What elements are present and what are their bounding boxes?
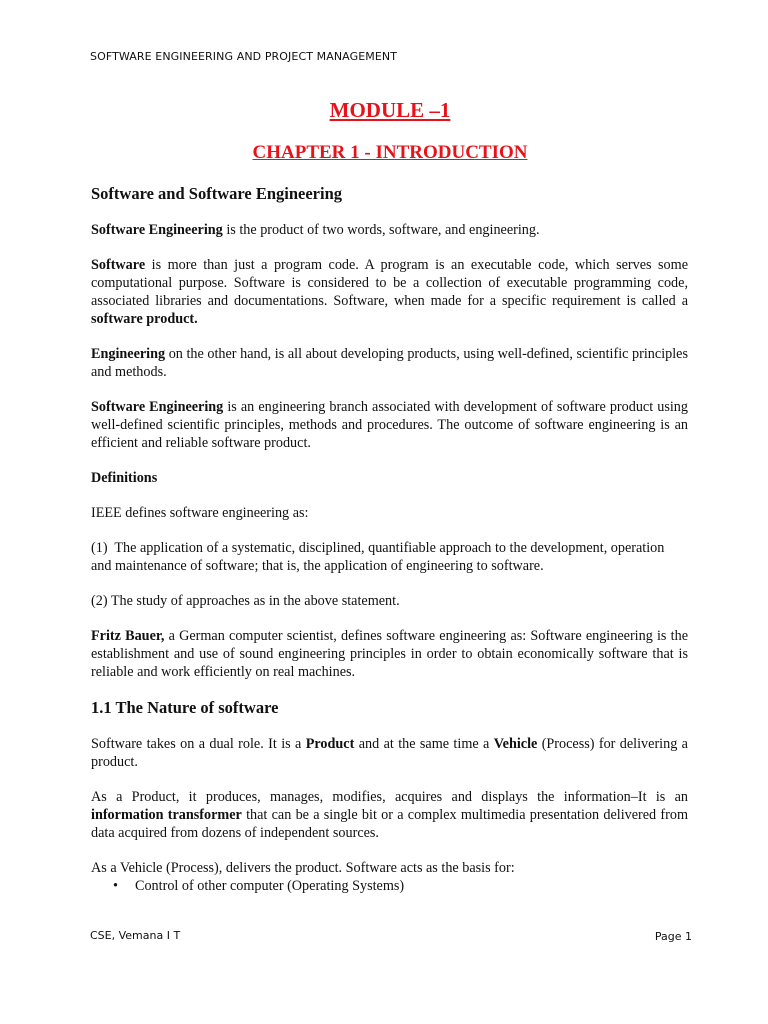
paragraph-text: that can be a single bit or a complex multimedia presentation delivered from data acquired from dozens of independent sources.	[91, 807, 688, 841]
paragraph-text: on the other hand, is all about developing products, using well-defined, scientific principles and methods.	[91, 346, 688, 380]
chapter-title: CHAPTER 1 - INTRODUCTION	[252, 142, 528, 163]
bold-term: Software Engineering	[91, 222, 223, 238]
bold-term: information transformer	[91, 807, 242, 823]
section-heading: Software and Software Engineering	[91, 184, 343, 203]
paragraph	[91, 345, 688, 381]
paragraph-text: is an engineering branch associated with development of software product using well-defined scientific principles, methods and procedures. The outcome of software engineering is an efficient and reliable software product.	[91, 399, 688, 451]
paragraph-text: is more than just a program code. A program is an executable code, which serves some computational purpose. Software is considered to be a collection of executable programming code, associated libraries and documentations. Software, when made for a specific requirement is called a	[91, 257, 688, 309]
paragraph: IEEE defines software engineering as:	[91, 505, 309, 521]
module-title: MODULE –1	[329, 98, 451, 122]
paragraph: As a Vehicle (Process), delivers the product. Software acts as the basis for:	[91, 860, 515, 876]
paragraph	[91, 788, 688, 842]
bold-term: Engineering	[91, 346, 166, 362]
bold-term: Software	[91, 257, 146, 273]
document-body	[91, 183, 688, 895]
paragraph-text: and at the same time a	[354, 736, 494, 752]
bold-term: Fritz Bauer,	[91, 628, 165, 644]
page-number: Page 1	[654, 930, 692, 943]
paragraph-text: Software takes on a dual role. It is a	[91, 736, 306, 752]
bold-term: software product.	[91, 311, 198, 327]
paragraph	[91, 256, 688, 328]
paragraph	[91, 398, 688, 452]
paragraph-text: (Process) for delivering a product.	[91, 736, 688, 770]
definition-item: (1) The application of a systematic, disciplined, quantifiable approach to the development, operation and maintenance of software; that is, the application of engineering to software.	[91, 540, 665, 574]
bold-term: Product	[305, 736, 355, 752]
paragraph-text: As a Product, it produces, manages, modifies, acquires and displays the information–It is an	[91, 789, 688, 805]
footer-institution: CSE, Vemana I T	[90, 929, 181, 942]
bold-term: Software Engineering	[91, 399, 224, 415]
bullet-list	[91, 877, 688, 895]
paragraph-text: is the product of two words, software, and engineering.	[222, 222, 540, 238]
page-header: SOFTWARE ENGINEERING AND PROJECT MANAGEMENT	[90, 50, 398, 63]
bold-term: Vehicle	[493, 736, 538, 752]
definitions-heading: Definitions	[91, 470, 158, 486]
paragraph	[91, 221, 688, 239]
paragraph	[91, 627, 688, 681]
definition-item: (2) The study of approaches as in the above statement.	[91, 593, 400, 609]
paragraph-text: a German computer scientist, defines software engineering as: Software engineering is the establishment and use of sound engineering principles in order to obtain economically software that is reliable and work efficiently on real machines.	[91, 628, 688, 680]
list-item: • Control of other computer (Operating Systems)	[91, 877, 688, 895]
section-heading: 1.1 The Nature of software	[91, 698, 279, 717]
paragraph	[91, 735, 688, 771]
